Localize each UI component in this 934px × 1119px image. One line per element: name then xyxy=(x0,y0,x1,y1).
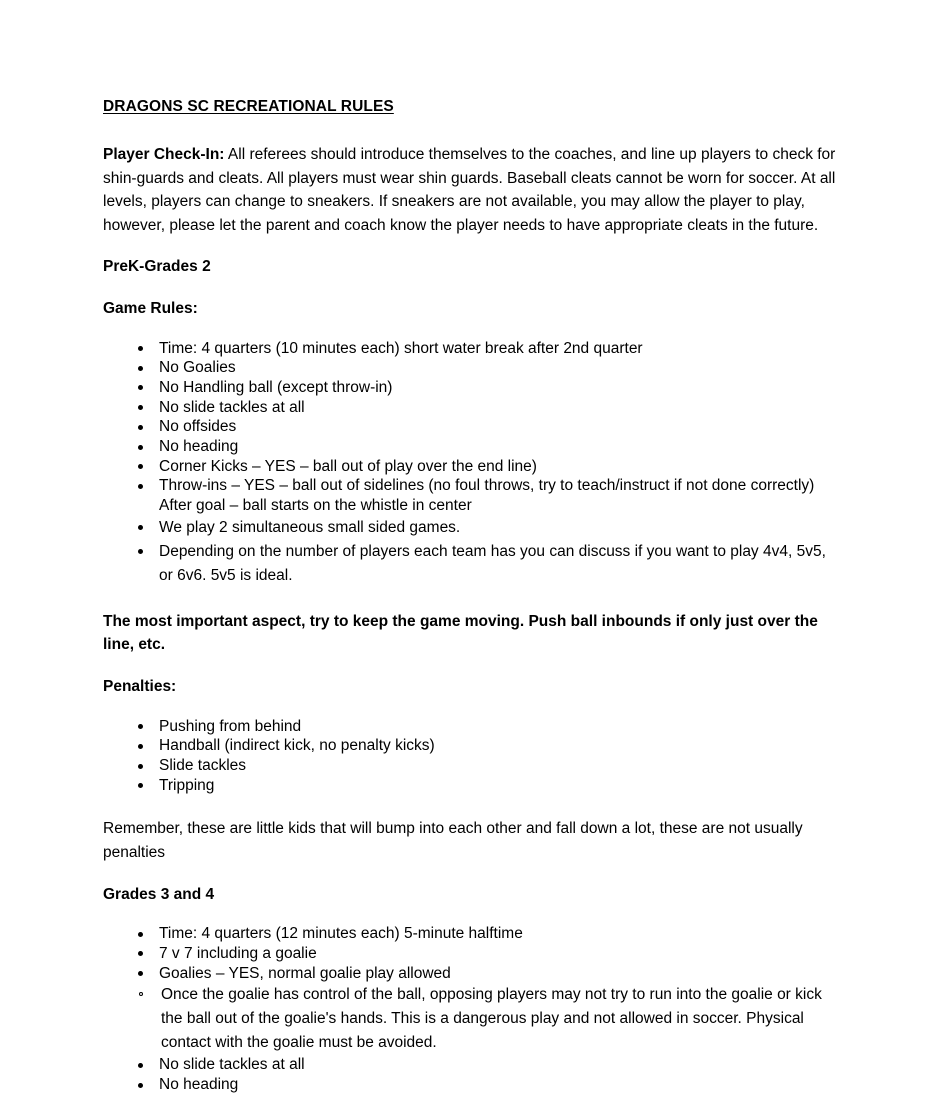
spacer xyxy=(103,795,840,817)
heading-grades-3-and-4: Grades 3 and 4 xyxy=(103,885,215,903)
remember-note-paragraph: Remember, these are little kids that will bump into each other and fall down a lot, these are not usually penalties xyxy=(103,820,803,862)
heading-penalties: Penalties: xyxy=(103,678,177,696)
list-item: Pushing from behind xyxy=(103,717,840,737)
penalties-list xyxy=(103,717,840,796)
grades-3-4-rules-list xyxy=(103,924,840,983)
list-item: Goalies – YES, normal goalie play allowed xyxy=(103,964,840,984)
player-check-in-label: Player Check-In: xyxy=(103,146,225,163)
list-item: Time: 4 quarters (10 minutes each) short water break after 2nd quarter xyxy=(103,339,840,359)
list-item: Tripping xyxy=(103,776,840,796)
heading-game-rules: Game Rules: xyxy=(103,299,198,317)
goalie-subrule-list xyxy=(103,983,840,1055)
list-item: No Goalies xyxy=(103,358,840,378)
important-note-paragraph: The most important aspect, try to keep the game moving. Push ball inbounds if only just over the line, etc. xyxy=(103,612,818,654)
list-item: Throw-ins – YES – ball out of sidelines (no foul throws, try to teach/instruct if not done correctly) After goal – ball starts on the whistle in center xyxy=(103,476,840,515)
list-item: No offsides xyxy=(103,417,840,437)
page-title: DRAGONS SC RECREATIONAL RULES xyxy=(103,98,394,115)
grades-3-4-rules-list-continued xyxy=(103,1055,840,1094)
list-item: We play 2 simultaneous small sided games. xyxy=(103,516,840,540)
list-item: No heading xyxy=(103,437,840,457)
list-item: No slide tackles at all xyxy=(103,1055,840,1075)
list-item: No heading xyxy=(103,1075,840,1095)
game-rules-list xyxy=(103,339,840,588)
list-item: Time: 4 quarters (12 minutes each) 5-minute halftime xyxy=(103,924,840,944)
list-item: Handball (indirect kick, no penalty kicks) xyxy=(103,736,840,756)
heading-prek-grades-2: PreK-Grades 2 xyxy=(103,258,211,276)
player-check-in-paragraph xyxy=(103,143,840,237)
list-item: Depending on the number of players each team has you can discuss if you want to play 4v4, 5v5, or 6v6. 5v5 is ideal. xyxy=(103,540,840,588)
list-item: Corner Kicks – YES – ball out of play over the end line) xyxy=(103,457,840,477)
list-item: Slide tackles xyxy=(103,756,840,776)
list-item: No slide tackles at all xyxy=(103,398,840,418)
spacer xyxy=(103,588,840,610)
list-item: Once the goalie has control of the ball, opposing players may not try to run into the goalie or kick the ball out of the goalie's hands. This is a dangerous play and not allowed in soccer. Physical contact with the goalie must be avoided. xyxy=(103,983,840,1055)
list-item: 7 v 7 including a goalie xyxy=(103,944,840,964)
list-item: No Handling ball (except throw-in) xyxy=(103,378,840,398)
player-check-in-text: All referees should introduce themselves to the coaches, and line up players to check for shin-guards and cleats. All players must wear shin guards. Baseball cleats cannot be worn for soccer. At all levels, players can change to sneakers. If sneakers are not available, you may allow the player to play, however, please let the parent and coach know the player needs to have appropriate cleats in the future. xyxy=(103,146,836,234)
